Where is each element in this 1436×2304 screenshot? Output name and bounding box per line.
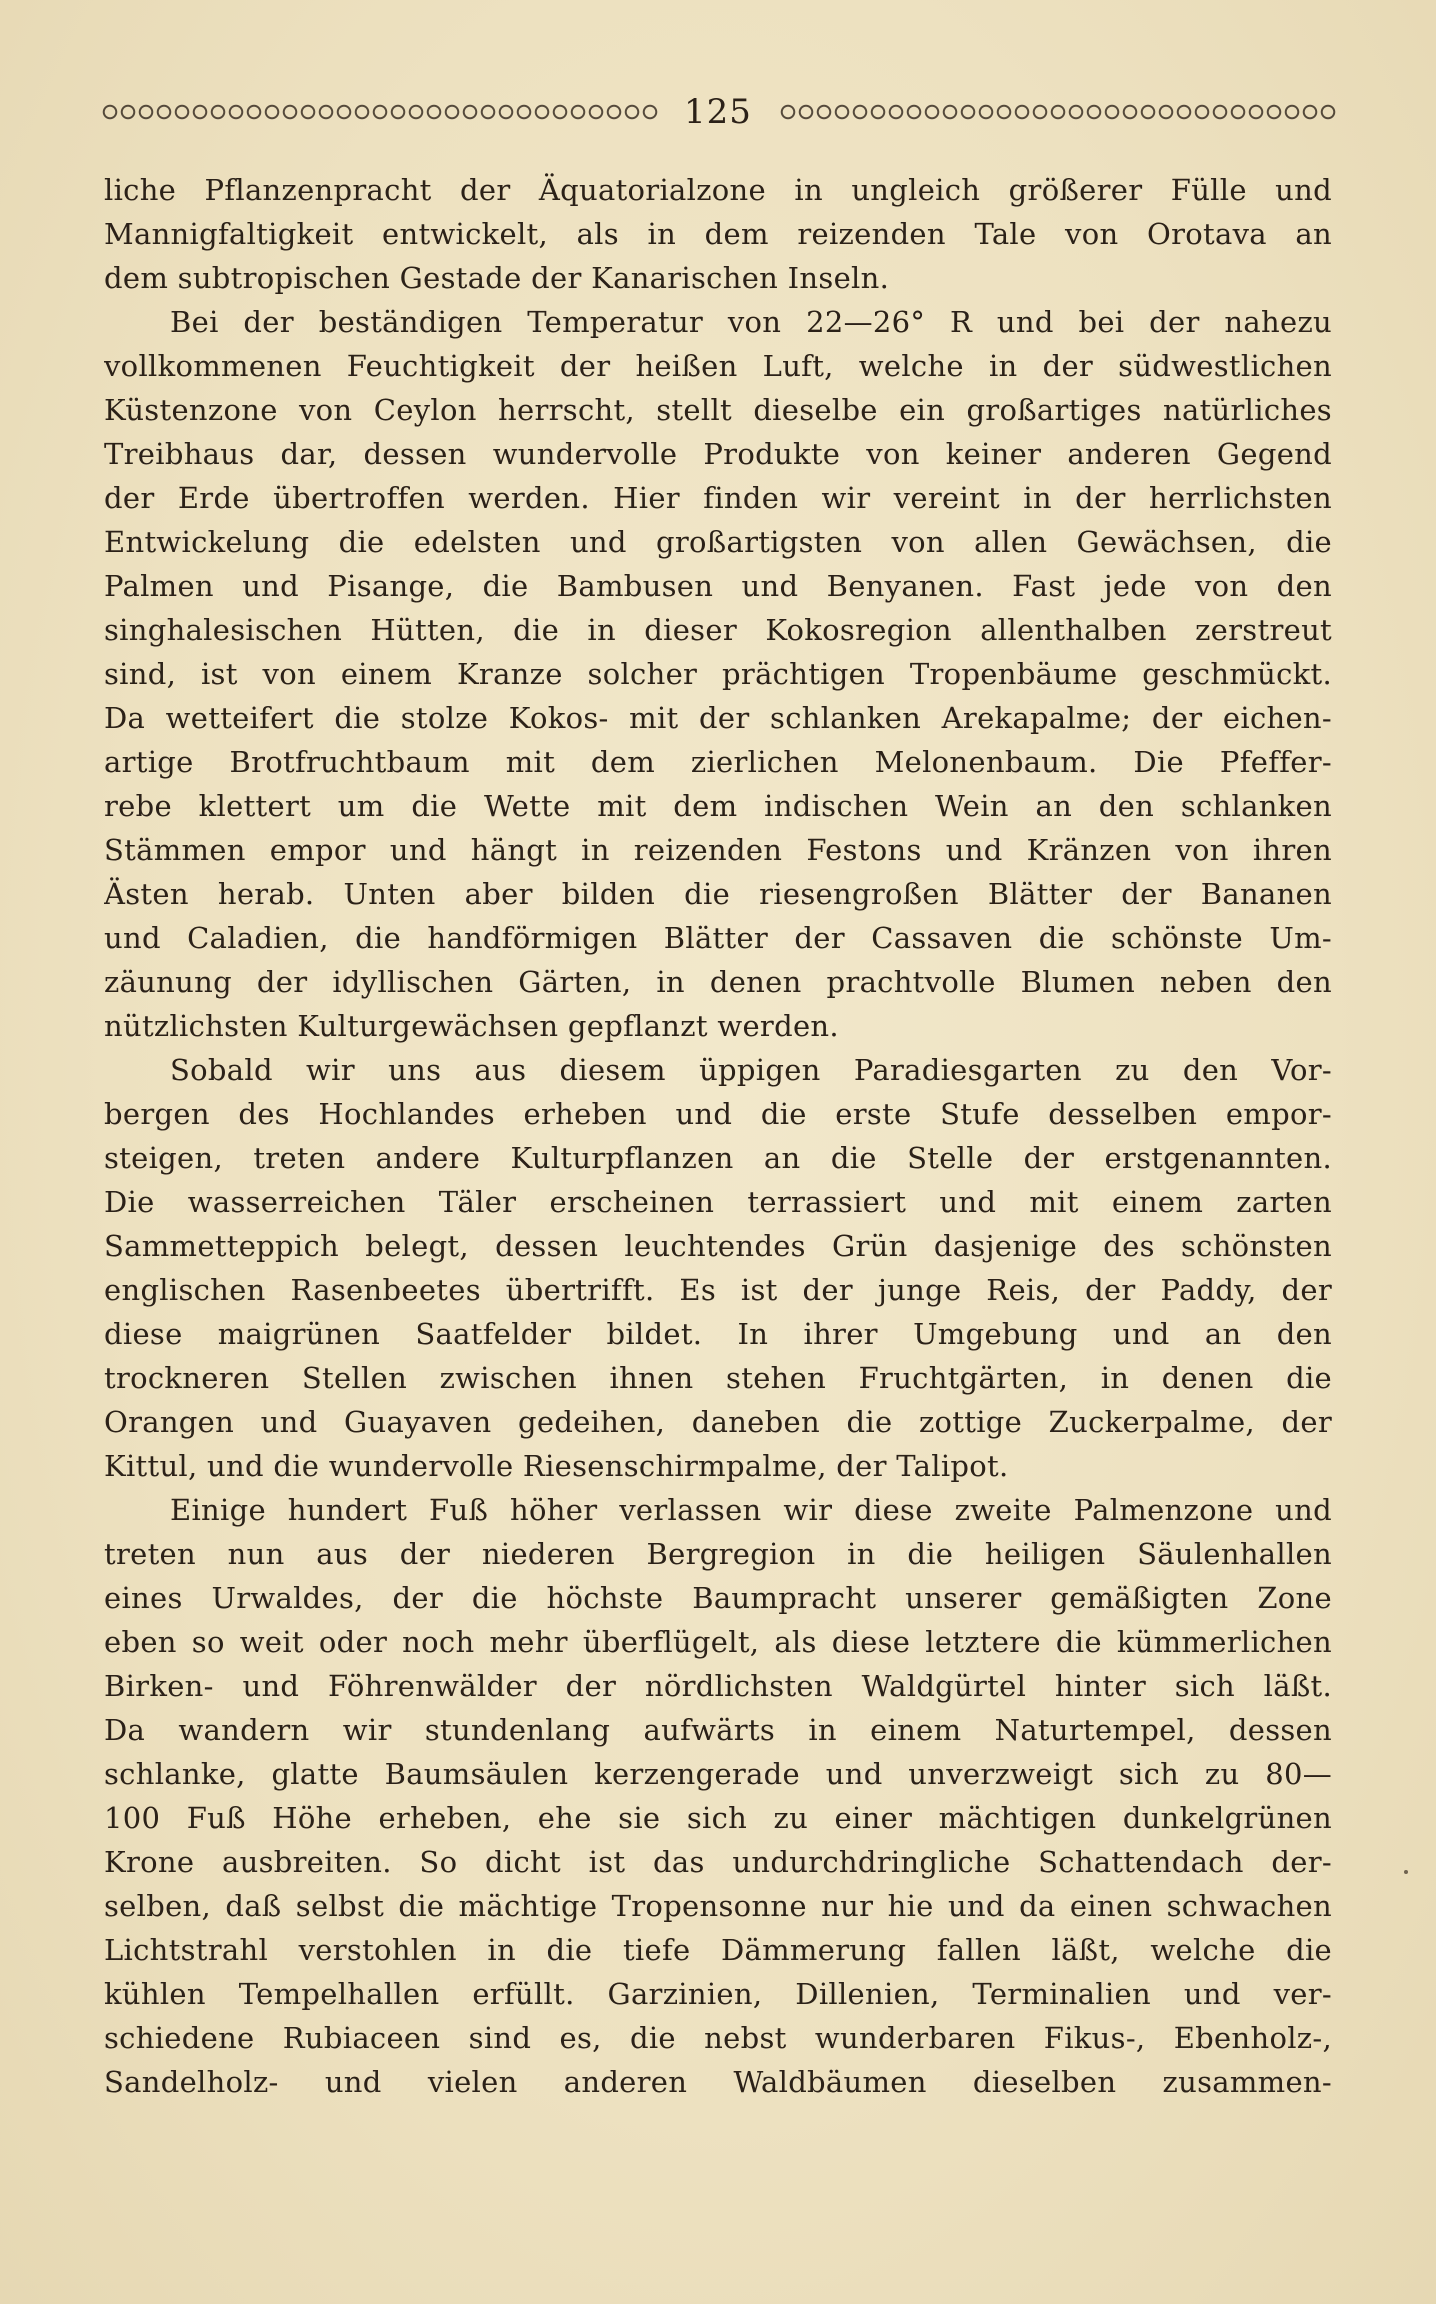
text-line: Bei der beständigen Temperatur von 22—26° R und bei der nahezu: [170, 305, 1332, 339]
text-line: dem subtropischen Gestade der Kanarischen Inseln.: [104, 261, 890, 295]
text-line: rebe klettert um die Wette mit dem indischen Wein an den schlanken: [104, 789, 1332, 823]
text-line: steigen, treten andere Kulturpflanzen an die Stelle der erstgenannten.: [104, 1141, 1332, 1175]
text-line: Ästen herab. Unten aber bilden die riesengroßen Blätter der Bananen: [104, 877, 1332, 911]
text-line: Lichtstrahl verstohlen in die tiefe Dämmerung fallen läßt, welche die: [104, 1933, 1332, 1967]
text-line: 100 Fuß Höhe erheben, ehe sie sich zu einer mächtigen dunkelgrünen: [104, 1801, 1332, 1835]
text-line: Treibhaus dar, dessen wundervolle Produkte von keiner anderen Gegend: [104, 437, 1332, 471]
text-line: Einige hundert Fuß höher verlassen wir diese zweite Palmenzone und: [170, 1493, 1332, 1527]
text-line: Orangen und Guayaven gedeihen, daneben die zottige Zuckerpalme, der: [104, 1405, 1332, 1439]
text-line: Küstenzone von Ceylon herrscht, stellt dieselbe ein großartiges natürliches: [104, 393, 1332, 427]
text-line: sind, ist von einem Kranze solcher prächtigen Tropenbäume geschmückt.: [104, 657, 1332, 691]
text-line: Stämmen empor und hängt in reizenden Festons und Kränzen von ihren: [104, 833, 1332, 867]
text-line: eines Urwaldes, der die höchste Baumpracht unserer gemäßigten Zone: [104, 1581, 1332, 1615]
text-line: trockneren Stellen zwischen ihnen stehen Fruchtgärten, in denen die: [104, 1361, 1332, 1395]
text-line: Sammetteppich belegt, dessen leuchtendes Grün dasjenige des schönsten: [104, 1229, 1332, 1263]
text-line: selben, daß selbst die mächtige Tropensonne nur hie und da einen schwachen: [104, 1889, 1332, 1923]
margin-speck: [1404, 1870, 1408, 1874]
page-number: 125: [684, 92, 752, 132]
text-line: der Erde übertroffen werden. Hier finden wir vereint in der herrlichsten: [104, 481, 1332, 515]
running-header: [100, 92, 1336, 132]
text-line: liche Pflanzenpracht der Äquatorialzone in ungleich größerer Fülle und: [104, 173, 1332, 207]
text-line: englischen Rasenbeetes übertrifft. Es ist der junge Reis, der Paddy, der: [104, 1273, 1332, 1307]
text-line: singhalesischen Hütten, die in dieser Kokosregion allenthalben zerstreut: [104, 613, 1332, 647]
text-line: eben so weit oder noch mehr überflügelt, als diese letztere die kümmerlichen: [104, 1625, 1332, 1659]
text-line: Sandelholz- und vielen anderen Waldbäumen dieselben zusammen-: [104, 2065, 1332, 2099]
text-line: Mannigfaltigkeit entwickelt, als in dem reizenden Tale von Orotava an: [104, 217, 1332, 251]
text-line: diese maigrünen Saatfelder bildet. In ihrer Umgebung und an den: [104, 1317, 1332, 1351]
text-line: treten nun aus der niederen Bergregion in die heiligen Säulenhallen: [104, 1537, 1332, 1571]
body-text: [104, 168, 1332, 2104]
text-line: Birken- und Föhrenwälder der nördlichsten Waldgürtel hinter sich läßt.: [104, 1669, 1332, 1703]
text-line: artige Brotfruchtbaum mit dem zierlichen Melonenbaum. Die Pfeffer-: [104, 745, 1332, 779]
text-line: Kittul, und die wundervolle Riesenschirmpalme, der Talipot.: [104, 1449, 1009, 1483]
text-line: vollkommenen Feuchtigkeit der heißen Luft, welche in der südwestlichen: [104, 349, 1332, 383]
text-line: Da wandern wir stundenlang aufwärts in einem Naturtempel, dessen: [104, 1713, 1332, 1747]
text-line: Da wetteifert die stolze Kokos- mit der schlanken Arekapalme; der eichen-: [104, 701, 1332, 735]
text-line: bergen des Hochlandes erheben und die erste Stufe desselben empor-: [104, 1097, 1332, 1131]
text-line: Palmen und Pisange, die Bambusen und Benyanen. Fast jede von den: [104, 569, 1332, 603]
header-ornament-left: [100, 102, 658, 122]
text-line: schlanke, glatte Baumsäulen kerzengerade und unverzweigt sich zu 80—: [104, 1757, 1332, 1791]
text-line: kühlen Tempelhallen erfüllt. Garzinien, Dillenien, Terminalien und ver-: [104, 1977, 1332, 2011]
text-line: Die wasserreichen Täler erscheinen terrassiert und mit einem zarten: [104, 1185, 1332, 1219]
text-line: und Caladien, die handförmigen Blätter der Cassaven die schönste Um-: [104, 921, 1332, 955]
text-line: schiedene Rubiaceen sind es, die nebst wunderbaren Fikus-, Ebenholz-,: [104, 2021, 1332, 2055]
header-ornament-right: [778, 102, 1336, 122]
text-line: Krone ausbreiten. So dicht ist das undurchdringliche Schattendach der-: [104, 1845, 1332, 1879]
text-line: zäunung der idyllischen Gärten, in denen prachtvolle Blumen neben den: [104, 965, 1332, 999]
text-line: nützlichsten Kulturgewächsen gepflanzt werden.: [104, 1009, 839, 1043]
text-line: Entwickelung die edelsten und großartigsten von allen Gewächsen, die: [104, 525, 1332, 559]
text-line: Sobald wir uns aus diesem üppigen Paradiesgarten zu den Vor-: [170, 1053, 1332, 1087]
